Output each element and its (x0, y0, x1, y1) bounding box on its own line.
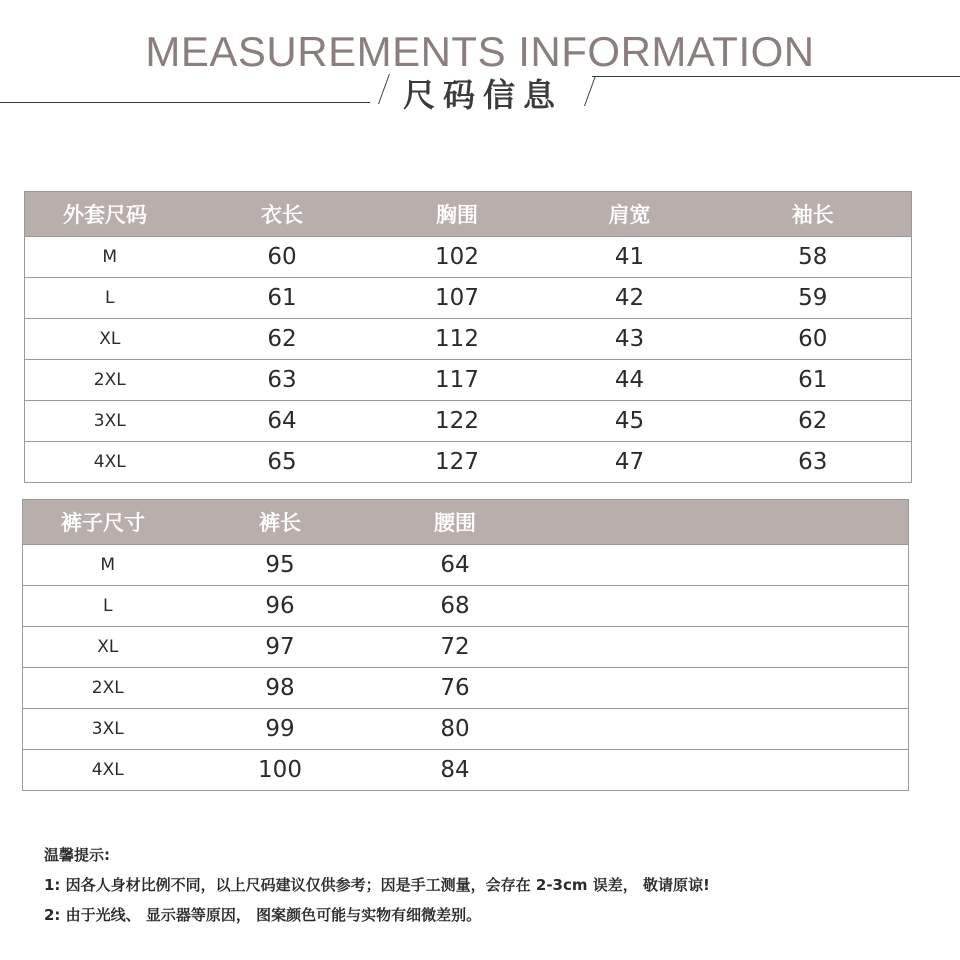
title-chinese: 尺码信息 (402, 76, 563, 114)
divider-line-right (592, 76, 960, 77)
size-cell: 2XL (25, 360, 195, 401)
tip-line-1: 1: 因各人身材比例不同，以上尺码建议仅供参考；因是手工测量，会存在 2-3cm 误差， 敬请原谅! (44, 876, 710, 894)
size-cell: 4XL (25, 442, 195, 483)
tips-heading: 温馨提示: (44, 846, 110, 864)
value-cell: 60 (195, 237, 370, 278)
value-cell: 42 (545, 278, 715, 319)
value-cell (713, 627, 909, 668)
header-waist: 腰围 (368, 500, 543, 545)
tips-section (44, 840, 710, 930)
value-cell (543, 586, 713, 627)
value-cell (543, 668, 713, 709)
value-cell: 59 (715, 278, 912, 319)
value-cell: 96 (193, 586, 368, 627)
value-cell: 84 (368, 750, 543, 791)
table-row (25, 278, 912, 319)
header-empty (543, 500, 713, 545)
pants-size-table (22, 499, 909, 791)
size-cell: 3XL (23, 709, 193, 750)
table-header-row (25, 192, 912, 237)
divider-line-left (0, 102, 370, 103)
value-cell: 127 (370, 442, 545, 483)
value-cell: 41 (545, 237, 715, 278)
coat-size-table (24, 191, 912, 483)
value-cell (543, 627, 713, 668)
value-cell: 117 (370, 360, 545, 401)
value-cell: 64 (195, 401, 370, 442)
table-row (23, 545, 909, 586)
value-cell: 63 (715, 442, 912, 483)
value-cell (543, 545, 713, 586)
table-row (23, 750, 909, 791)
header-pants-size: 裤子尺寸 (23, 500, 193, 545)
table-header-row (23, 500, 909, 545)
value-cell: 80 (368, 709, 543, 750)
header-sleeve: 袖长 (715, 192, 912, 237)
value-cell (543, 750, 713, 791)
size-cell: 4XL (23, 750, 193, 791)
size-cell: XL (23, 627, 193, 668)
value-cell: 47 (545, 442, 715, 483)
value-cell: 43 (545, 319, 715, 360)
value-cell: 122 (370, 401, 545, 442)
value-cell: 72 (368, 627, 543, 668)
header-empty (713, 500, 909, 545)
value-cell: 45 (545, 401, 715, 442)
table-row (25, 237, 912, 278)
table-row (25, 442, 912, 483)
value-cell: 63 (195, 360, 370, 401)
value-cell (543, 709, 713, 750)
value-cell: 60 (715, 319, 912, 360)
value-cell (713, 545, 909, 586)
size-cell: M (23, 545, 193, 586)
table-row (25, 319, 912, 360)
table-row (23, 668, 909, 709)
value-cell: 95 (193, 545, 368, 586)
value-cell: 68 (368, 586, 543, 627)
value-cell: 65 (195, 442, 370, 483)
header-chest: 胸围 (370, 192, 545, 237)
size-cell: 3XL (25, 401, 195, 442)
slash-divider-right (584, 76, 596, 106)
value-cell: 100 (193, 750, 368, 791)
header-pants-length: 裤长 (193, 500, 368, 545)
value-cell: 112 (370, 319, 545, 360)
header-length: 衣长 (195, 192, 370, 237)
value-cell: 64 (368, 545, 543, 586)
header-shoulder: 肩宽 (545, 192, 715, 237)
value-cell: 58 (715, 237, 912, 278)
value-cell: 102 (370, 237, 545, 278)
value-cell: 62 (715, 401, 912, 442)
table-row (25, 401, 912, 442)
value-cell (713, 709, 909, 750)
value-cell (713, 586, 909, 627)
table-row (23, 627, 909, 668)
value-cell (713, 668, 909, 709)
value-cell: 61 (715, 360, 912, 401)
title-english: MEASUREMENTS INFORMATION (145, 28, 815, 75)
size-cell: M (25, 237, 195, 278)
value-cell: 61 (195, 278, 370, 319)
value-cell: 98 (193, 668, 368, 709)
size-cell: L (23, 586, 193, 627)
table-row (25, 360, 912, 401)
value-cell: 97 (193, 627, 368, 668)
value-cell: 44 (545, 360, 715, 401)
header-coat-size: 外套尺码 (25, 192, 195, 237)
value-cell: 62 (195, 319, 370, 360)
value-cell: 76 (368, 668, 543, 709)
size-cell: L (25, 278, 195, 319)
table-row (23, 709, 909, 750)
size-cell: 2XL (23, 668, 193, 709)
table-row (23, 586, 909, 627)
tip-line-2: 2: 由于光线、 显示器等原因， 图案颜色可能与实物有细微差别。 (44, 906, 482, 924)
value-cell (713, 750, 909, 791)
value-cell: 99 (193, 709, 368, 750)
size-cell: XL (25, 319, 195, 360)
slash-divider-left (378, 74, 390, 104)
value-cell: 107 (370, 278, 545, 319)
